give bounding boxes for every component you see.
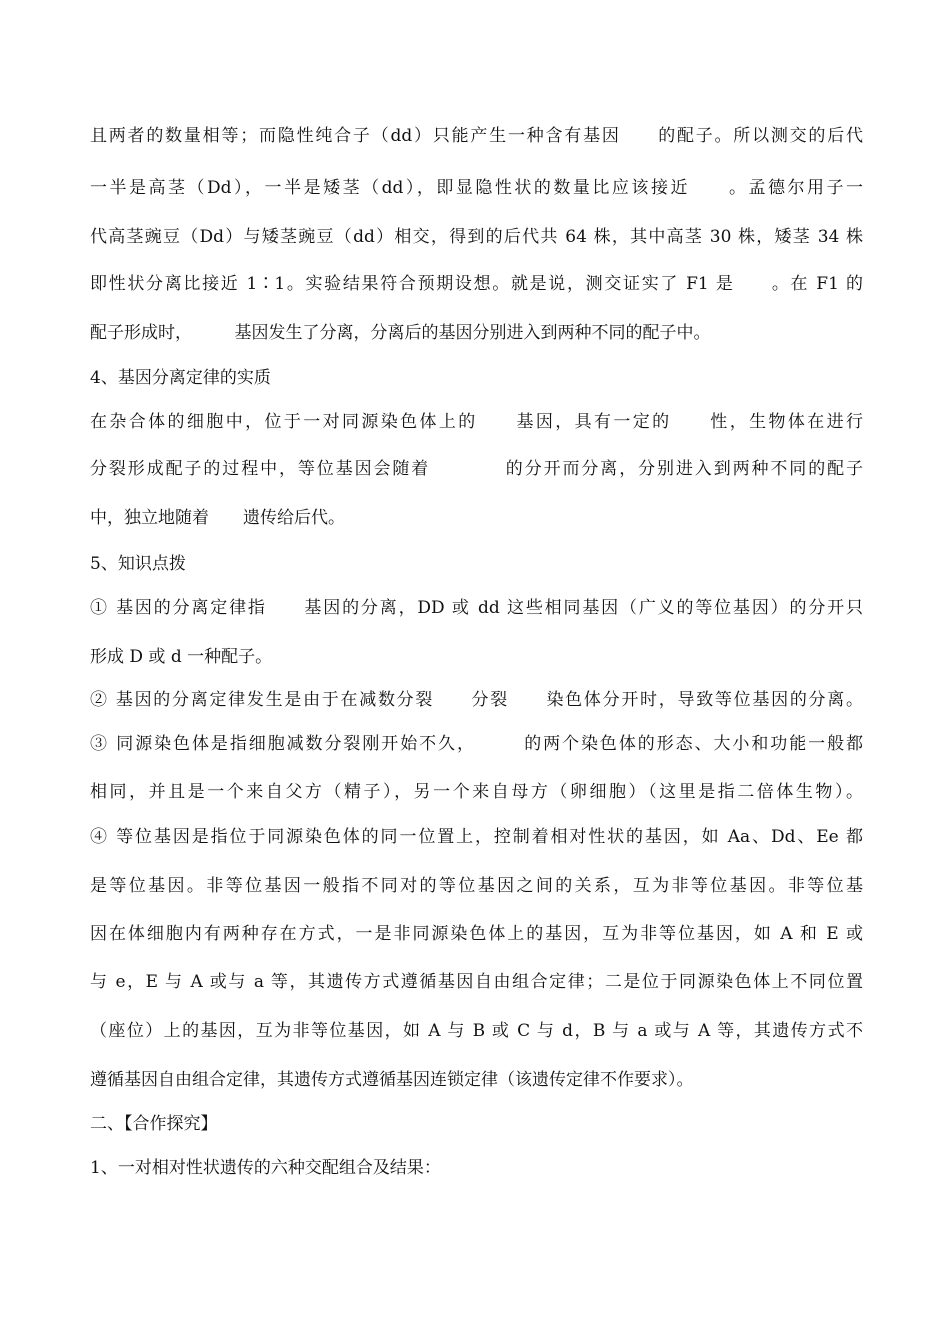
paragraph-line: 因在体细胞内有两种存在方式，一是非同源染色体上的基因，互为非等位基因，如 A 和 E 或 <box>90 924 863 944</box>
list-item: ④ 等位基因是指位于同源染色体的同一位置上，控制着相对性状的基因，如 Aa、Dd、Ee 都 <box>90 827 863 847</box>
paragraph-line: 即性状分离比接近 1∶1。实验结果符合预期设想。就是说，测交证实了 F1 是 。在 F1 的 <box>90 274 863 294</box>
section-heading: 4、基因分离定律的实质 <box>90 368 271 388</box>
list-item: ② 基因的分离定律发生是由于在减数分裂 分裂 染色体分开时，导致等位基因的分离。 <box>90 690 863 710</box>
paragraph-line: 中，独立地随着 遗传给后代。 <box>90 508 345 528</box>
paragraph-line: 与 e，E 与 A 或与 a 等，其遗传方式遵循基因自由组合定律；二是位于同源染色体上不同位置 <box>90 972 863 992</box>
paragraph-line: 形成 D 或 d 一种配子。 <box>90 647 273 667</box>
section-heading: 1、一对相对性状遗传的六种交配组合及结果： <box>90 1158 441 1178</box>
paragraph-line: 分裂形成配子的过程中，等位基因会随着 的分开而分离，分别进入到两种不同的配子 <box>90 459 863 479</box>
paragraph-line: （座位）上的基因，互为非等位基因，如 A 与 B 或 C 与 d，B 与 a 或与 A 等，其遗传方式不 <box>90 1021 863 1041</box>
paragraph-line: 一半是高茎（Dd），一半是矮茎（dd），即显隐性状的数量比应该接近 。孟德尔用子一 <box>90 178 863 198</box>
section-heading: 5、知识点拨 <box>90 554 186 574</box>
paragraph-line: 是等位基因。非等位基因一般指不同对的等位基因之间的关系，互为非等位基因。非等位基 <box>90 876 863 896</box>
paragraph-line: 配子形成时， 基因发生了分离，分离后的基因分别进入到两种不同的配子中。 <box>90 323 711 343</box>
section-heading: 二、【合作探究】 <box>90 1114 218 1134</box>
paragraph-line: 在杂合体的细胞中，位于一对同源染色体上的 基因，具有一定的 性，生物体在进行 <box>90 412 863 432</box>
paragraph-line: 代高茎豌豆（Dd）与矮茎豌豆（dd）相交，得到的后代共 64 株，其中高茎 30 株，矮茎 34 株 <box>90 227 863 247</box>
list-item: ① 基因的分离定律指 基因的分离，DD 或 dd 这些相同基因（广义的等位基因）的分开只 <box>90 598 863 618</box>
paragraph-line: 且两者的数量相等；而隐性纯合子（dd）只能产生一种含有基因 的配子。所以测交的后代 <box>90 126 863 146</box>
list-item: ③ 同源染色体是指细胞减数分裂刚开始不久， 的两个染色体的形态、大小和功能一般都 <box>90 734 863 754</box>
paragraph-line: 遵循基因自由组合定律，其遗传方式遵循基因连锁定律（该遗传定律不作要求）。 <box>90 1070 694 1090</box>
paragraph-line: 相同，并且是一个来自父方（精子），另一个来自母方（卵细胞）（这里是指二倍体生物）。 <box>90 782 863 802</box>
